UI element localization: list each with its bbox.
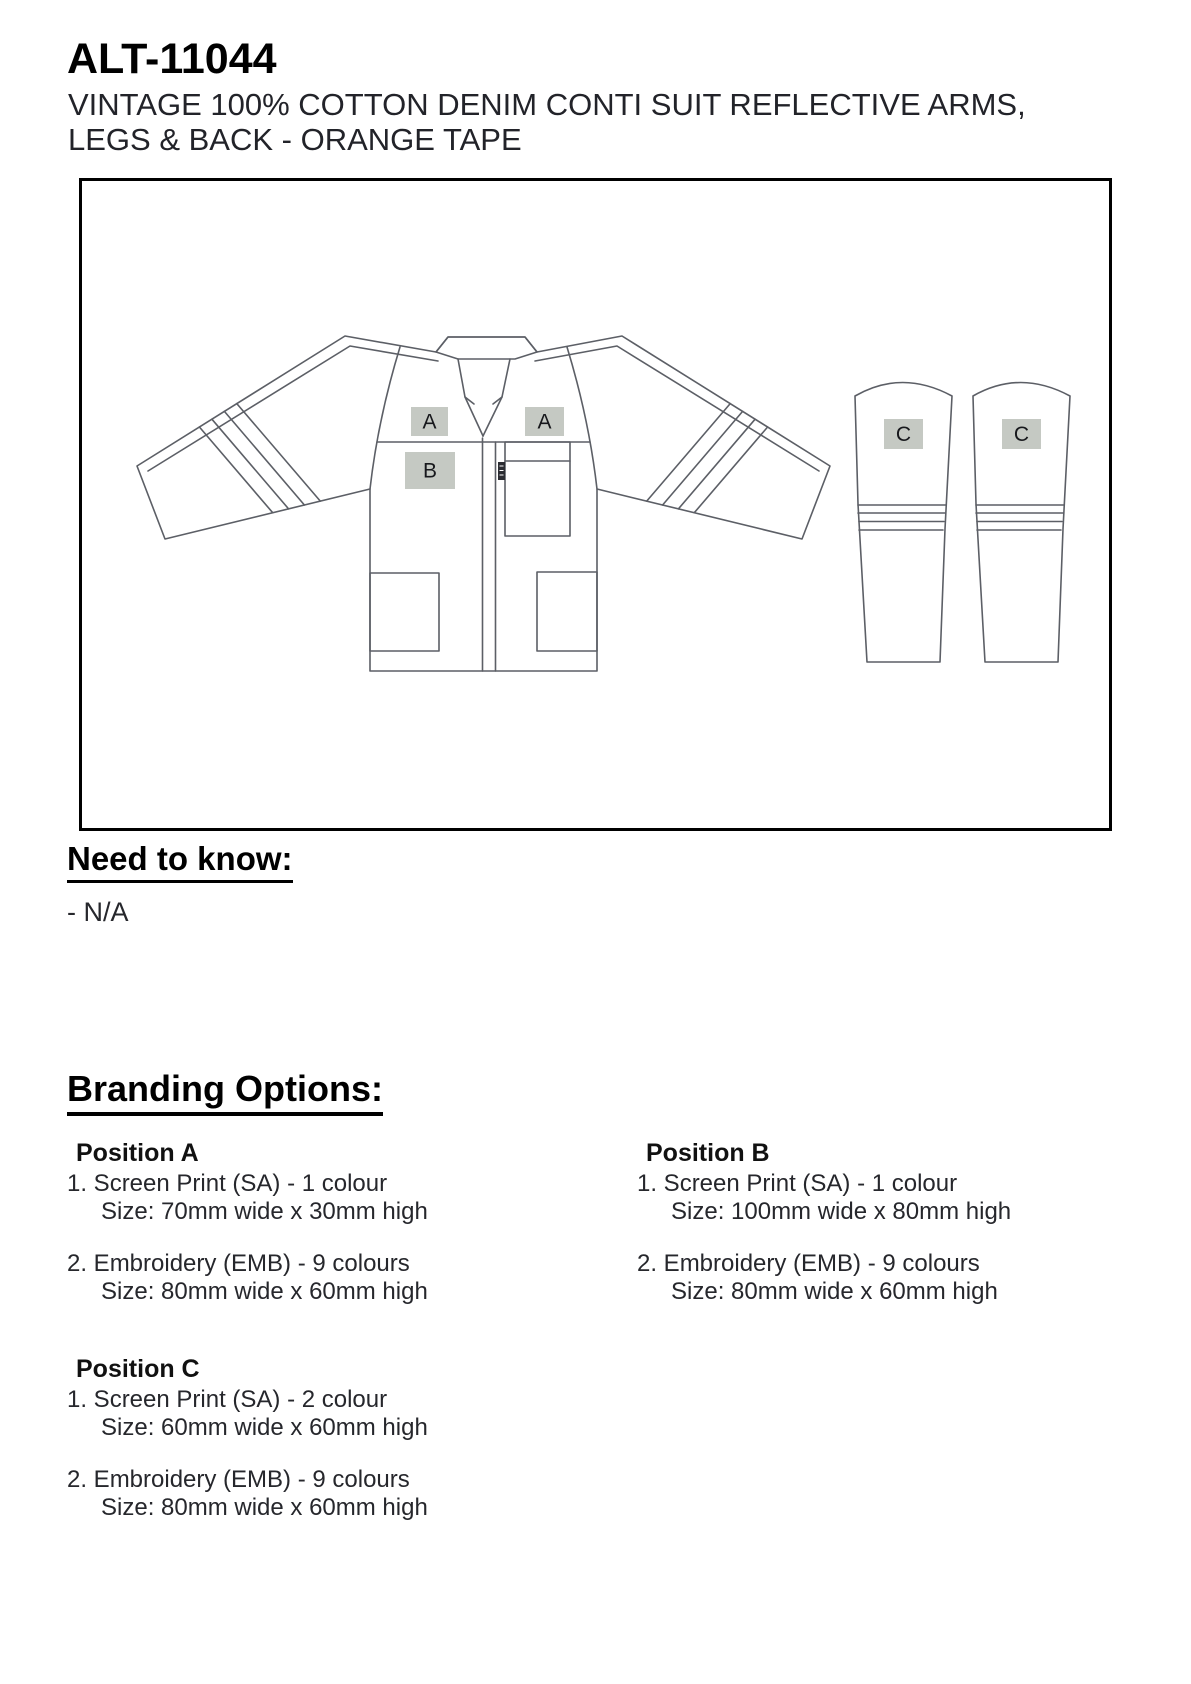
- garment-diagram-box: [79, 178, 1112, 831]
- reflective-tape-leg-left: [858, 505, 946, 530]
- jacket-zipper-placket: [483, 438, 496, 671]
- reflective-tape-leg-right: [976, 505, 1064, 530]
- jacket-collar: [436, 337, 537, 359]
- position-marker-b-label: B: [422, 459, 438, 483]
- branding-position-a: [67, 1139, 587, 1305]
- jacket-lapel-right: [483, 359, 510, 436]
- jacket-outline: [137, 336, 830, 671]
- position-c-option-2: [67, 1466, 587, 1521]
- position-a-option-2: [67, 1250, 587, 1305]
- position-b-option-2-size: Size: 80mm wide x 60mm high: [671, 1277, 998, 1305]
- position-c-option-1-size: Size: 60mm wide x 60mm high: [101, 1413, 428, 1441]
- need-to-know-heading: Need to know:: [67, 840, 293, 883]
- position-marker-b: [405, 452, 455, 489]
- position-c-option-1-method: 1. Screen Print (SA) - 2 colour: [67, 1386, 388, 1413]
- position-c-option-1: [67, 1386, 587, 1441]
- position-b-option-2: [637, 1250, 1157, 1305]
- position-b-option-1-size: Size: 100mm wide x 80mm high: [671, 1197, 1012, 1225]
- product-title-line1: VINTAGE 100% COTTON DENIM CONTI SUIT REFLECTIVE ARMS,: [68, 87, 1026, 122]
- jacket-armhole-right: [567, 347, 597, 489]
- position-a-title: Position A: [76, 1139, 199, 1167]
- position-b-option-1-method: 1. Screen Print (SA) - 1 colour: [637, 1170, 958, 1197]
- jacket-lower-pocket-right: [537, 572, 597, 651]
- position-marker-a-left-label: A: [422, 410, 437, 434]
- position-marker-a-right: [525, 407, 564, 436]
- position-marker-c-left: [884, 419, 923, 449]
- product-title-line2: LEGS & BACK - ORANGE TAPE: [68, 122, 522, 157]
- position-a-option-1: [67, 1170, 587, 1225]
- reflective-tape-sleeve-right: [647, 404, 768, 513]
- garment-diagram: [82, 181, 1109, 828]
- position-b-option-1: [637, 1170, 1157, 1225]
- branding-position-c: [67, 1355, 587, 1521]
- position-b-option-2-method: 2. Embroidery (EMB) - 9 colours: [637, 1250, 980, 1277]
- branding-options-heading: Branding Options:: [67, 1068, 383, 1116]
- jacket-lapel-left: [458, 359, 483, 436]
- product-title: [68, 87, 1026, 157]
- reflective-tape-sleeve-left: [199, 404, 320, 513]
- position-c-option-2-size: Size: 80mm wide x 60mm high: [101, 1493, 428, 1521]
- position-marker-c-right-label: C: [1013, 423, 1030, 446]
- product-code: ALT-11044: [67, 35, 277, 83]
- position-a-option-1-size: Size: 70mm wide x 30mm high: [101, 1197, 428, 1225]
- position-a-option-2-size: Size: 80mm wide x 60mm high: [101, 1277, 428, 1305]
- jacket-chest-pocket: [505, 442, 570, 536]
- position-a-option-2-method: 2. Embroidery (EMB) - 9 colours: [67, 1250, 410, 1277]
- position-c-title: Position C: [76, 1355, 200, 1383]
- jacket-shoulder-seam-right: [535, 346, 819, 471]
- position-marker-a-right-label: A: [537, 410, 552, 434]
- position-c-option-2-method: 2. Embroidery (EMB) - 9 colours: [67, 1466, 410, 1493]
- position-marker-c-left-label: C: [895, 423, 912, 446]
- position-a-option-1-method: 1. Screen Print (SA) - 1 colour: [67, 1170, 388, 1197]
- position-marker-c-right: [1002, 419, 1041, 449]
- position-marker-a-left: [411, 407, 448, 436]
- jacket-armhole-left: [370, 347, 400, 489]
- jacket-lower-pocket-left: [370, 573, 439, 651]
- need-to-know-note: - N/A: [67, 897, 129, 927]
- position-b-title: Position B: [646, 1139, 770, 1167]
- branding-position-b: [637, 1139, 1157, 1305]
